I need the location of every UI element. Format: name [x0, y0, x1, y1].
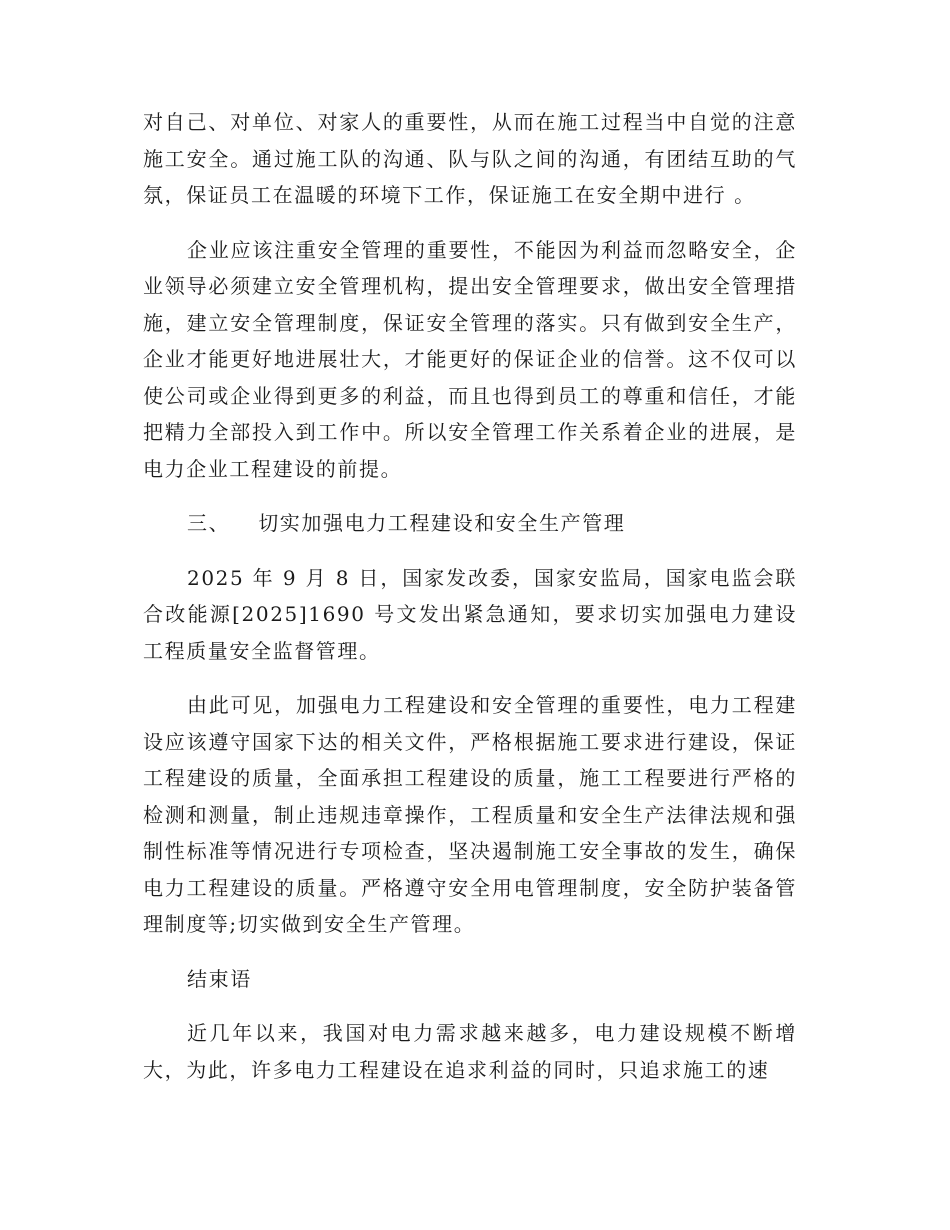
section-heading	[143, 505, 797, 542]
closing-heading: 结束语	[187, 966, 252, 991]
paragraph-safety-management-importance: 企业应该注重安全管理的重要性，不能因为利益而忽略安全，企业领导必须建立安全管理机构，提出安全管理要求，做出安全管理措施，建立安全管理制度，保证安全管理的落实。只有做到安全生产，企业才能更好地进展壮大，才能更好的保证企业的信誉。这不仅可以使公司或企业得到更多的利益，而且也得到员工的尊重和信任，才能把精力全部投入到工作中。所以安全管理工作关系着企业的进展，是电力企业工程建设的前提。	[143, 237, 797, 481]
section-number: 三、	[187, 511, 231, 535]
paragraph-urgent-notice: 2025 年 9 月 8 日，国家发改委，国家安监局，国家电监会联合改能源[2025]1690 号文发出紧急通知，要求切实加强电力建设工程质量安全监督管理。	[143, 565, 797, 663]
paragraph-construction-quality: 由此可见，加强电力工程建设和安全管理的重要性，电力工程建设应该遵守国家下达的相关文件，严格根据施工要求进行建设，保证工程建设的质量，全面承担工程建设的质量，施工工程要进行严格的检测和测量，制止违规违章操作，工程质量和安全生产法律法规和强制性标准等情况进行专项检查，坚决遏制施工安全事故的发生，确保电力工程建设的质量。严格遵守安全用电管理制度，安全防护装备管理制度等;切实做到安全生产管理。	[143, 693, 797, 936]
paragraph-closing: 近几年以来，我国对电力需求越来越多，电力建设规模不断增大，为此，许多电力工程建设在追求利益的同时，只追求施工的速	[143, 1021, 797, 1082]
document-body	[143, 104, 797, 1106]
section-title: 切实加强电力工程建设和安全生产管理	[258, 511, 626, 535]
paragraph-continuation: 对自己、对单位、对家人的重要性，从而在施工过程当中自觉的注意施工安全。通过施工队的沟通、队与队之间的沟通，有团结互助的气氛，保证员工在温暖的环境下工作，保证施工在安全期中进行 。	[143, 110, 797, 207]
